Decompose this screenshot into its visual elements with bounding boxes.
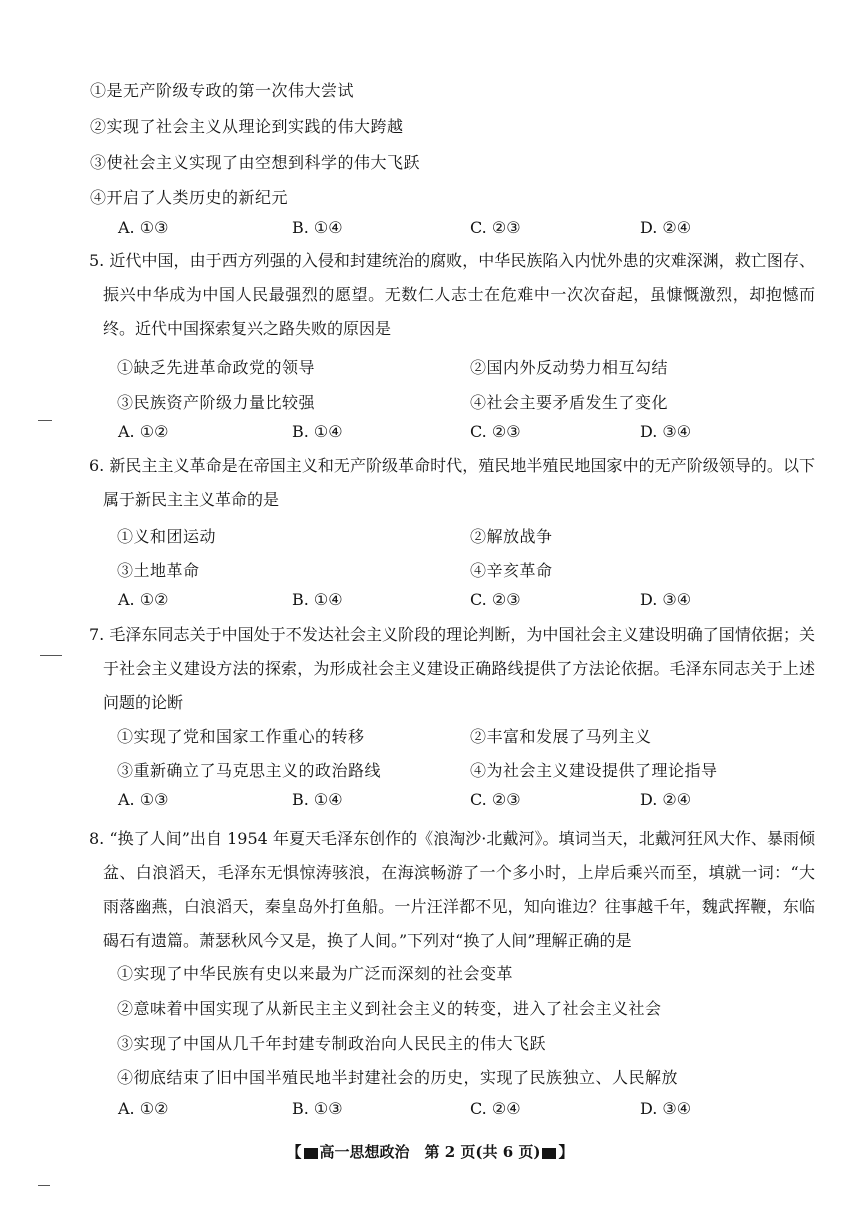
- q8-stem: 8. “换了人间”出自 1954 年夏天毛泽东创作的《浪淘沙·北戴河》。填词当天，北戴河狂风大作、暴雨倾盆、白浪滔天，毛泽东无惧惊涛骇浪，在海滨畅游了一个多小时，上岸后乘兴而至，填就一词：“大雨落幽燕，白浪滔天，秦皇岛外打鱼船。一片汪洋都不见，知向谁边？往事越千年，魏武挥鞭，东临碣石有遗篇。萧瑟秋风今又是，换了人间。”下列对“换了人间”理解正确的是: [89, 829, 815, 950]
- q4-statement-2: ②实现了社会主义从理论到实践的伟大跨越: [90, 117, 404, 136]
- q7-option-a: A. ①③: [118, 790, 169, 809]
- q6-option-c: C. ②③: [470, 590, 521, 609]
- q5-statement-3: ③民族资产阶级力量比较强: [117, 393, 316, 412]
- q4-option-b: B. ①④: [292, 218, 343, 237]
- q4-option-c: C. ②③: [470, 218, 521, 237]
- q7-stem: 7. 毛泽东同志关于中国处于不发达社会主义阶段的理论判断，为中国社会主义建设明确了国情依据；关于社会主义建设方法的探索，为形成社会主义建设正确路线提供了方法论依据。毛泽东同志关于上述问题的论断: [89, 625, 815, 712]
- q8-statement-3: ③实现了中国从几千年封建专制政治向人民民主的伟大飞跃: [117, 1034, 547, 1053]
- q8-option-c: C. ②④: [470, 1099, 521, 1118]
- q5-statement-2: ②国内外反动势力相互勾结: [470, 358, 669, 377]
- q8-option-d: D. ③④: [640, 1099, 692, 1118]
- q7-statement-3: ③重新确立了马克思主义的政治路线: [117, 761, 382, 780]
- q8-statement-1: ①实现了中华民族有史以来最为广泛而深刻的社会变革: [117, 964, 514, 983]
- q6-statement-3: ③土地革命: [117, 561, 200, 580]
- q7-option-d: D. ②④: [640, 790, 692, 809]
- q5-option-c: C. ②③: [470, 422, 521, 441]
- q8-option-b: B. ①③: [292, 1099, 343, 1118]
- q7-option-b: B. ①④: [292, 790, 343, 809]
- q7-statement-1: ①实现了党和国家工作重心的转移: [117, 727, 365, 746]
- footer-right-bracket: 】: [558, 1143, 574, 1161]
- q6-option-b: B. ①④: [292, 590, 343, 609]
- q5-option-d: D. ③④: [640, 422, 692, 441]
- q8-statement-4: ④彻底结束了旧中国半殖民地半封建社会的历史，实现了民族独立、人民解放: [117, 1068, 679, 1087]
- scan-mark: [40, 655, 62, 656]
- q4-option-d: D. ②④: [640, 218, 692, 237]
- q7-statement-4: ④为社会主义建设提供了理论指导: [470, 761, 718, 780]
- q5-option-b: B. ①④: [292, 422, 343, 441]
- q6-option-d: D. ③④: [640, 590, 692, 609]
- footer-text: 高一思想政治 第 2 页(共 6 页): [319, 1143, 541, 1161]
- q4-statement-4: ④开启了人类历史的新纪元: [90, 188, 289, 207]
- q5-stem: 5. 近代中国，由于西方列强的入侵和封建统治的腐败，中华民族陷入内忧外患的灾难深渊，救亡图存、振兴中华成为中国人民最强烈的愿望。无数仁人志士在危难中一次次奋起，虽慷慨激烈，却抱憾而终。近代中国探索复兴之路失败的原因是: [89, 251, 815, 338]
- q4-option-a: A. ①③: [118, 218, 169, 237]
- q6-statement-2: ②解放战争: [470, 527, 553, 546]
- q6-stem: 6. 新民主主义革命是在帝国主义和无产阶级革命时代，殖民地半殖民地国家中的无产阶级领导的。以下属于新民主主义革命的是: [89, 456, 815, 509]
- q8-option-a: A. ①②: [118, 1099, 169, 1118]
- q8-statement-2: ②意味着中国实现了从新民主主义到社会主义的转变，进入了社会主义社会: [117, 999, 662, 1018]
- scan-mark: [38, 420, 52, 421]
- q7-statement-2: ②丰富和发展了马列主义: [470, 727, 652, 746]
- black-block-icon: [542, 1148, 556, 1159]
- page-footer: [0, 1141, 860, 1162]
- q6-option-a: A. ①②: [118, 590, 169, 609]
- q5-statement-1: ①缺乏先进革命政党的领导: [117, 358, 316, 377]
- q4-statement-1: ①是无产阶级专政的第一次伟大尝试: [90, 81, 355, 100]
- q7-option-c: C. ②③: [470, 790, 521, 809]
- black-block-icon: [304, 1148, 318, 1159]
- scan-mark: [38, 1185, 50, 1186]
- q5-option-a: A. ①②: [118, 422, 169, 441]
- footer-left-bracket: 【: [286, 1143, 302, 1161]
- q6-statement-1: ①义和团运动: [117, 527, 217, 546]
- q5-statement-4: ④社会主要矛盾发生了变化: [470, 393, 669, 412]
- q4-statement-3: ③使社会主义实现了由空想到科学的伟大飞跃: [90, 153, 421, 172]
- q6-statement-4: ④辛亥革命: [470, 561, 553, 580]
